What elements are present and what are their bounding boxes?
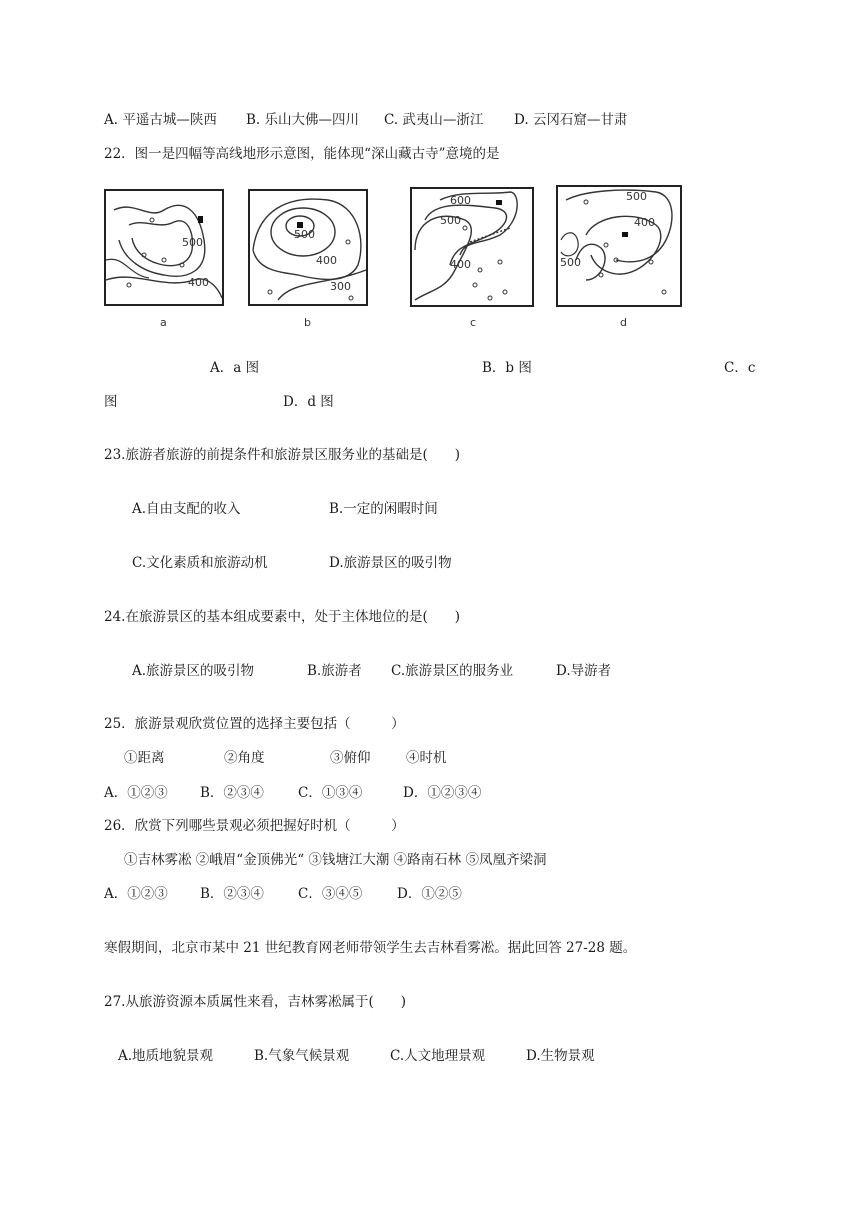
contour-map-b <box>248 180 370 329</box>
q27-stem: 27.从旅游资源本质属性来看，吉林雾凇属于( ) <box>104 994 407 1010</box>
map-label-c: c <box>470 316 477 329</box>
q24-option-a: A.旅游景区的吸引物 <box>132 663 255 679</box>
q25-item-2: ②角度 <box>224 750 265 766</box>
contour-map-a <box>104 180 226 329</box>
contour-label: 400 <box>188 276 209 289</box>
contour-map-b-drawing <box>248 180 370 308</box>
q21-option-d: D. 云冈石窟—甘肃 <box>514 112 628 128</box>
map-label-d: d <box>620 316 627 329</box>
contour-map-d <box>556 180 684 329</box>
q25-option-d: D．①②③④ <box>403 785 482 801</box>
contour-map-c-drawing <box>410 180 536 308</box>
contour-label: 500 <box>182 236 203 249</box>
contour-map-d-drawing <box>556 180 684 308</box>
q22-option-c: C．c <box>724 360 756 376</box>
q22-option-a: A．a 图 <box>210 360 260 376</box>
contour-label: 500 <box>440 214 461 227</box>
q26-option-b: B．②③④ <box>200 886 264 902</box>
contour-label: 400 <box>316 254 337 267</box>
map-label-b: b <box>304 316 311 329</box>
q25-item-1: ①距离 <box>124 750 165 766</box>
q27-option-c: C.人文地理景观 <box>390 1048 486 1064</box>
q21-option-b: B. 乐山大佛—四川 <box>246 112 360 128</box>
q26-option-c: C．③④⑤ <box>298 886 363 902</box>
q24-stem: 24.在旅游景区的基本组成要素中，处于主体地位的是( ) <box>104 609 461 625</box>
q23-stem: 23.旅游者旅游的前提条件和旅游景区服务业的基础是( ) <box>104 447 461 463</box>
contour-map-figure <box>104 180 686 340</box>
q25-option-b: B．②③④ <box>200 785 264 801</box>
q23-option-b: B.一定的闲暇时间 <box>329 501 438 517</box>
q22-option-d: D．d 图 <box>283 394 334 410</box>
q22-option-c-cont: 图 <box>104 394 118 410</box>
q22-option-b: B．b 图 <box>482 360 532 376</box>
q26-option-d: D．①②⑤ <box>397 886 462 902</box>
q26-option-a: A．①②③ <box>104 886 168 902</box>
q25-item-4: ④时机 <box>406 750 447 766</box>
map-label-a: a <box>160 316 167 329</box>
q23-option-d: D.旅游景区的吸引物 <box>329 555 452 571</box>
q24-option-b: B.旅游者 <box>307 663 362 679</box>
q25-item-3: ③俯仰 <box>330 750 371 766</box>
contour-label: 500 <box>294 228 315 241</box>
contour-label: 300 <box>330 280 351 293</box>
contour-map-c <box>410 180 536 329</box>
q23-option-c: C.文化素质和旅游动机 <box>132 555 268 571</box>
q21-option-a: A. 平遥古城—陕西 <box>104 112 217 128</box>
contour-label: 500 <box>560 256 581 269</box>
q27-option-a: A.地质地貌景观 <box>118 1048 214 1064</box>
q25-option-c: C．①③④ <box>298 785 363 801</box>
contour-label: 400 <box>634 216 655 229</box>
contour-label: 500 <box>626 190 647 203</box>
q25-option-a: A．①②③ <box>104 785 168 801</box>
q26-stem: 26．欣赏下列哪些景观必须把握好时机（ ） <box>104 818 405 834</box>
passage-intro: 寒假期间，北京市某中 21 世纪教育网老师带领学生去吉林看雾凇。据此回答 27-28 题。 <box>104 940 637 956</box>
q21-option-c: C. 武夷山—浙江 <box>384 112 484 128</box>
q25-stem: 25．旅游景观欣赏位置的选择主要包括（ ） <box>104 716 405 732</box>
q23-option-a: A.自由支配的收入 <box>132 501 241 517</box>
contour-label: 400 <box>450 258 471 271</box>
q26-items: ①吉林雾凇 ②峨眉“金顶佛光“ ③钱塘江大潮 ④路南石林 ⑤凤凰齐梁洞 <box>124 852 547 868</box>
q27-option-d: D.生物景观 <box>526 1048 595 1064</box>
q27-option-b: B.气象气候景观 <box>254 1048 350 1064</box>
q24-option-d: D.导游者 <box>556 663 612 679</box>
contour-label: 600 <box>450 194 471 207</box>
q24-option-c: C.旅游景区的服务业 <box>391 663 514 679</box>
q22-stem: 22．图一是四幅等高线地形示意图，能体现“深山藏古寺”意境的是 <box>104 146 500 162</box>
